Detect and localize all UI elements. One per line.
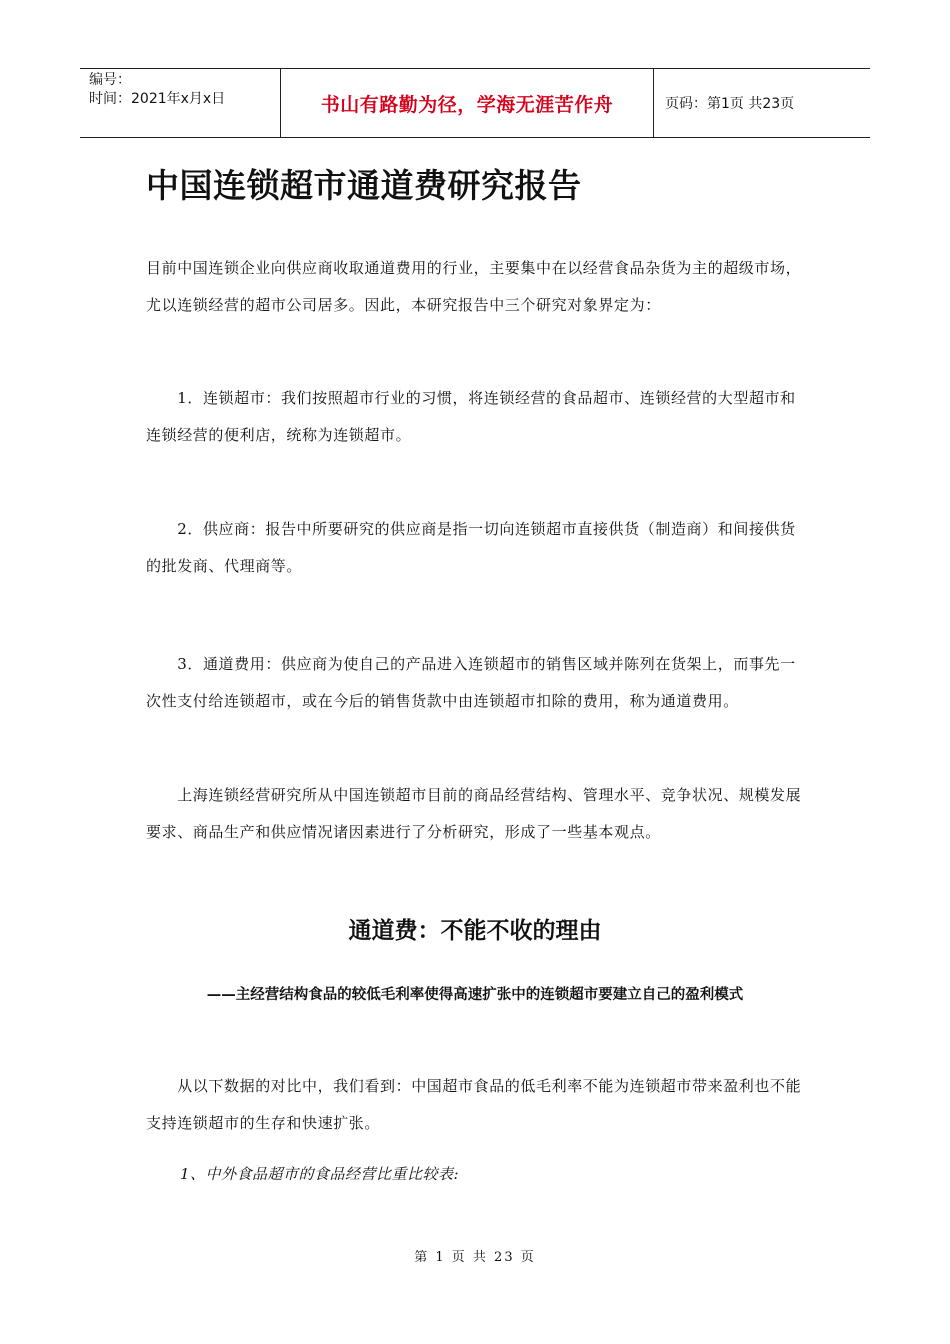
section-title: 通道费：不能不收的理由	[348, 918, 602, 944]
page-footer: 第 1 页 共 23 页	[414, 1250, 536, 1265]
document-title: 中国连锁超市通道费研究报告	[146, 166, 582, 205]
header-meta-cell	[80, 69, 281, 137]
definition-supplier: 2．供应商：报告中所要研究的供应商是指一切向连锁超市直接供货（制造商）和间接供货的批发商、代理商等。	[146, 520, 796, 575]
header-table	[80, 68, 870, 138]
header-motto: 书山有路勤为径，学海无涯苦作舟	[281, 69, 654, 137]
document-number-label: 编号：	[89, 72, 131, 88]
definition-channel-fee: 3．通道费用：供应商为使自己的产品进入连锁超市的销售区域并陈列在货架上，而事先一次性支付给连锁超市，或在今后的销售货款中由连锁超市扣除的费用，称为通道费用。	[146, 655, 796, 710]
document-date: 时间：2021年x月x日	[89, 91, 226, 107]
table-caption: 1、中外食品超市的食品经营比重比较表:	[180, 1165, 460, 1183]
definition-chain-supermarket: 1．连锁超市：我们按照超市行业的习惯，将连锁经营的食品超市、连锁经营的大型超市和连锁经营的便利店，统称为连锁超市。	[146, 389, 796, 444]
research-summary-paragraph: 上海连锁经营研究所从中国连锁超市目前的商品经营结构、管理水平、竞争状况、规模发展要求、商品生产和供应情况诸因素进行了分析研究，形成了一些基本观点。	[146, 786, 802, 841]
section-paragraph: 从以下数据的对比中，我们看到：中国超市食品的低毛利率不能为连锁超市带来盈利也不能支持连锁超市的生存和快速扩张。	[146, 1077, 802, 1132]
intro-paragraph: 目前中国连锁企业向供应商收取通道费用的行业，主要集中在以经营食品杂货为主的超级市场，尤以连锁经营的超市公司居多。因此，本研究报告中三个研究对象界定为：	[146, 259, 802, 314]
header-page-info: 页码：第1页 共23页	[665, 96, 795, 112]
section-subtitle: ——主经营结构食品的较低毛利率使得高速扩张中的连锁超市要建立自己的盈利模式	[206, 987, 744, 1003]
